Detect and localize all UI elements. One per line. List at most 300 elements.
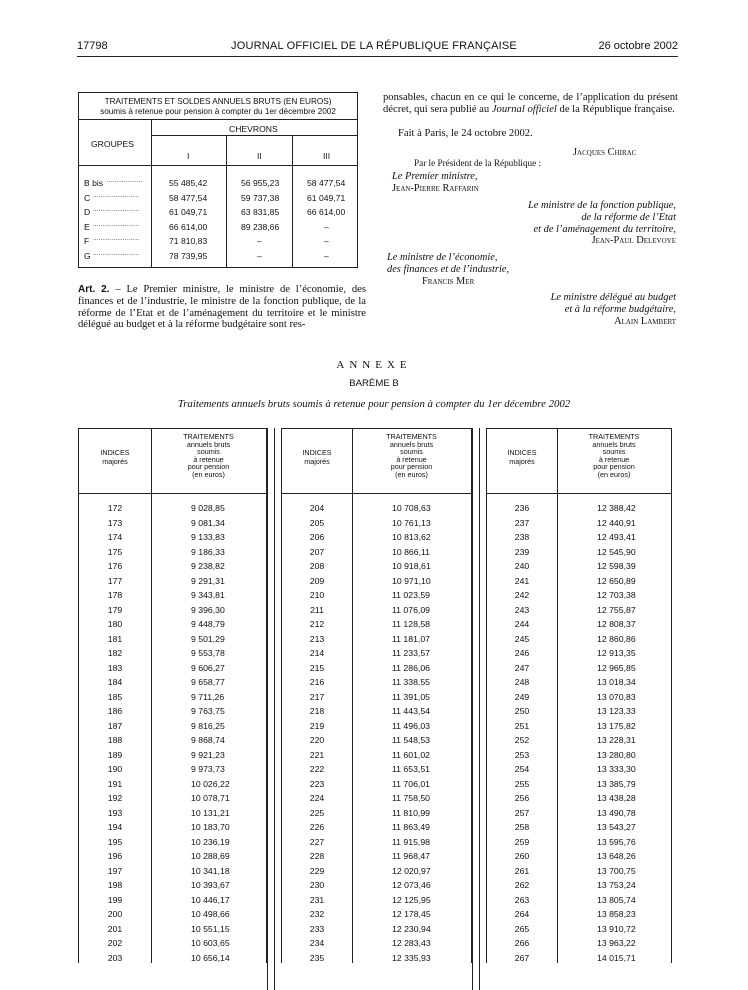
chevrons-header: CHEVRONS (229, 124, 278, 134)
table-row (79, 692, 266, 705)
table-row (79, 547, 266, 560)
indice-value: 216 (309, 677, 325, 687)
bareme-table-block (78, 428, 267, 963)
table-row (487, 503, 671, 516)
page-number: 17798 (77, 40, 108, 52)
traitement-value: 13 700,75 (597, 865, 636, 876)
traitement-value: 10 761,13 (392, 517, 431, 528)
traitement-value: 12 283,43 (392, 938, 431, 948)
header-line: TRAITEMENTS (588, 432, 640, 441)
chevrons-row (79, 222, 357, 234)
chevron-iii-value: – (324, 250, 329, 261)
indice-value: 174 (107, 532, 123, 542)
traitement-value: 11 810,99 (392, 807, 431, 818)
header-line: (en euros) (597, 469, 631, 479)
table-row (79, 953, 266, 966)
header-line: soumis (197, 447, 220, 457)
traitement-value: 12 755,87 (597, 604, 636, 615)
traitement-value: 12 913,35 (597, 648, 636, 658)
indice-value: 229 (309, 865, 325, 876)
indice-value: 239 (514, 546, 530, 557)
indice-value: 217 (309, 691, 325, 702)
table-row (282, 503, 471, 516)
traitement-value: 11 443,54 (392, 706, 431, 716)
table-row (487, 677, 671, 690)
indices-header (487, 449, 557, 466)
traitement-value: 13 910,72 (597, 923, 636, 934)
traitement-value: 10 393,67 (191, 880, 230, 890)
group-label: D (84, 207, 91, 217)
indice-value: 223 (309, 778, 325, 789)
traitement-value: 10 971,10 (392, 575, 431, 586)
table-row (487, 532, 671, 545)
indice-value: 202 (107, 938, 123, 948)
traitement-value: 11 968,47 (392, 851, 431, 861)
table-row (487, 590, 671, 603)
table-row (79, 880, 266, 893)
chevron-i-value: 58 477,54 (169, 192, 208, 203)
indice-value: 193 (107, 807, 123, 818)
table-row (487, 735, 671, 748)
traitement-value: 13 280,80 (597, 749, 636, 760)
indice-value: 246 (514, 648, 530, 658)
table-row (487, 634, 671, 647)
chevron-iii-value: 58 477,54 (307, 178, 346, 188)
table-row (282, 518, 471, 531)
traitement-value: 9 921,23 (191, 749, 225, 760)
leader-dots: ......................... (93, 236, 140, 242)
indice-value: 236 (514, 503, 530, 513)
table-row (487, 808, 671, 821)
table-row (79, 605, 266, 618)
traitements-header (352, 433, 471, 479)
groupes-header: GROUPES (91, 139, 134, 149)
annexe-title: ANNEXE (336, 359, 412, 371)
signature-president (573, 147, 636, 159)
indice-value: 249 (514, 691, 530, 702)
article-2 (78, 284, 366, 331)
chevrons-row (79, 178, 357, 190)
table-row (79, 576, 266, 589)
table-row (282, 779, 471, 792)
group-label: G (84, 250, 91, 261)
fp-name: Jean-Paul Delevoye (591, 235, 676, 247)
indice-value: 198 (107, 880, 123, 890)
traitement-value: 13 333,30 (597, 764, 636, 774)
traitement-value: 11 706,01 (392, 778, 431, 789)
table-row (79, 721, 266, 734)
journal-title: JOURNAL OFFICIEL DE LA RÉPUBLIQUE FRANÇAISE (231, 40, 517, 52)
traitement-value: 10 131,21 (191, 807, 230, 818)
bareme-table-block (486, 428, 672, 963)
article-2-label: Art. 2. (78, 284, 110, 295)
header-line: TRAITEMENTS (386, 432, 437, 441)
issue-date: 26 octobre 2002 (598, 40, 678, 52)
traitement-value: 13 385,79 (597, 778, 636, 789)
table-row (282, 648, 471, 661)
traitement-value: 9 186,33 (191, 546, 225, 557)
chevron-i-value: 66 614,00 (169, 221, 208, 232)
table-row (79, 779, 266, 792)
table-row (487, 779, 671, 792)
indice-value: 200 (107, 909, 123, 919)
header-line: soumis (400, 447, 423, 457)
indice-value: 263 (514, 894, 530, 905)
indices-header (282, 449, 352, 466)
group-label: C (84, 192, 91, 203)
header-line: majorés (509, 456, 535, 466)
table-row (282, 547, 471, 560)
leader-dots: ......................... (93, 221, 140, 228)
indice-value: 181 (107, 633, 123, 644)
indice-value: 237 (514, 517, 530, 528)
traitement-value: 13 753,24 (597, 880, 636, 890)
indices-header (79, 449, 151, 466)
table-row (282, 895, 471, 908)
indice-value: 231 (309, 894, 325, 905)
traitement-value: 9 343,81 (191, 590, 225, 600)
traitement-value: 10 656,14 (191, 952, 230, 963)
table-row (79, 924, 266, 937)
table-row (282, 822, 471, 835)
header-line: pour pension (390, 462, 433, 472)
header-line: TRAITEMENTS (183, 432, 234, 441)
indice-value: 190 (107, 764, 123, 774)
indice-value: 238 (514, 532, 530, 542)
table-row (487, 706, 671, 719)
table-row (282, 851, 471, 864)
decree-continuation (383, 92, 678, 116)
traitement-value: 12 073,46 (392, 880, 431, 890)
indice-value: 248 (514, 677, 530, 687)
chevrons-row (79, 207, 357, 219)
traitement-value: 11 233,57 (392, 648, 431, 658)
table-row (282, 880, 471, 893)
table-row (487, 866, 671, 879)
indice-value: 265 (514, 923, 530, 934)
table-row (282, 721, 471, 734)
par-president: Par le Président de la République : (414, 158, 542, 168)
table-row (79, 561, 266, 574)
traitement-value: 10 708,63 (392, 503, 431, 513)
table-row (79, 619, 266, 632)
indice-value: 178 (107, 590, 123, 600)
indice-value: 257 (514, 807, 530, 818)
header-line: pour pension (593, 462, 635, 472)
indice-value: 267 (514, 952, 530, 963)
table-row (79, 648, 266, 661)
indice-value: 253 (514, 749, 530, 760)
header-line: INDICES (100, 448, 130, 457)
indice-value: 196 (107, 851, 123, 861)
table-row (487, 576, 671, 589)
indice-value: 250 (514, 706, 530, 716)
signature-economie (387, 252, 509, 287)
indice-value: 210 (309, 590, 325, 600)
indice-value: 220 (309, 735, 325, 745)
table-row (282, 634, 471, 647)
table-row (487, 648, 671, 661)
traitement-value: 10 446,17 (191, 894, 230, 905)
indice-value: 251 (514, 720, 530, 731)
table-row (79, 866, 266, 879)
article-2-text: – Le Premier ministre, le ministre de l’économie, des finances et de l’industrie, le ministre de la fonction publique, de la réforme de l’Etat et de l’aménagement du territoire et le ministre délégué au budget et à la réforme budgétaire sont res- (78, 284, 366, 331)
header-line: INDICES (507, 448, 537, 457)
indice-value: 247 (514, 662, 530, 673)
header-line: à retenue (396, 454, 427, 464)
indice-value: 264 (514, 909, 530, 919)
indice-value: 185 (107, 691, 123, 702)
table-row (487, 880, 671, 893)
traitement-value: 11 286,06 (392, 662, 431, 673)
indice-value: 180 (107, 619, 123, 629)
traitement-value: 13 595,76 (597, 836, 636, 847)
indice-value: 233 (309, 923, 325, 934)
table-row (487, 793, 671, 806)
leader-dots: ......................... (93, 192, 140, 199)
table-row (282, 909, 471, 922)
signature-pm (392, 171, 479, 195)
table-row (79, 895, 266, 908)
header-line: majorés (102, 456, 128, 466)
signature-fonction-publique (528, 200, 676, 247)
traitements-header (151, 433, 266, 479)
indice-value: 213 (309, 633, 325, 644)
chevron-ii-value: 63 831,85 (241, 207, 280, 217)
indice-value: 176 (107, 561, 123, 571)
table-row (487, 851, 671, 864)
indice-value: 242 (514, 590, 530, 600)
table-row (282, 764, 471, 777)
traitement-value: 12 808,37 (597, 619, 636, 629)
indice-value: 173 (107, 517, 123, 528)
indice-value: 206 (309, 532, 325, 542)
table-row (282, 750, 471, 763)
chevron-col-ii: II (257, 151, 262, 161)
eco-title-2: des finances et de l’industrie, (387, 263, 510, 275)
table-row (487, 938, 671, 951)
indice-value: 256 (514, 793, 530, 803)
indice-value: 243 (514, 604, 530, 615)
divider (79, 165, 357, 166)
indice-value: 255 (514, 778, 530, 789)
traitement-value: 11 128,58 (392, 619, 431, 629)
indice-value: 226 (309, 822, 325, 832)
president-name: Jacques Chirac (573, 147, 637, 158)
traitement-value: 9 763,75 (191, 706, 225, 716)
traitement-value: 11 076,09 (392, 604, 431, 615)
table-row (79, 851, 266, 864)
chevron-iii-value: – (324, 221, 329, 232)
traitement-value: 9 606,27 (191, 662, 225, 673)
traitement-value: 12 335,93 (392, 952, 431, 963)
leader-dots: ......................... (93, 207, 140, 213)
chevrons-caption-line1: TRAITEMENTS ET SOLDES ANNUELS BRUTS (EN EUROS) (104, 97, 332, 106)
table-row (487, 750, 671, 763)
traitement-value: 9 816,25 (191, 720, 225, 731)
table-row (79, 808, 266, 821)
table-row (282, 938, 471, 951)
traitement-value: 13 805,74 (597, 894, 636, 905)
leader-dots: ................... (107, 178, 143, 184)
table-row (282, 706, 471, 719)
table-row (487, 721, 671, 734)
traitement-value: 11 863,49 (392, 822, 431, 832)
indice-value: 232 (309, 909, 325, 919)
column-gutter-rule (479, 428, 480, 990)
traitement-value: 9 973,73 (191, 764, 225, 774)
table-row (487, 663, 671, 676)
traitement-value: 9 658,77 (191, 677, 225, 687)
indice-value: 228 (309, 851, 325, 861)
pm-title: Le Premier ministre, (392, 171, 478, 182)
traitement-value: 10 288,69 (191, 851, 230, 861)
indice-value: 179 (107, 604, 123, 615)
indice-value: 227 (309, 836, 325, 847)
indice-value: 230 (309, 880, 325, 890)
group-label: E (84, 221, 90, 232)
traitement-value: 11 181,07 (392, 633, 431, 644)
table-row (487, 909, 671, 922)
header-line: (en euros) (192, 469, 225, 479)
fp-title-3: et de l’aménagement du territoire, (533, 223, 676, 235)
indice-value: 186 (107, 706, 123, 716)
traitement-value: 12 545,90 (597, 546, 636, 557)
traitement-value: 13 123,33 (597, 706, 636, 716)
traitement-value: 9 711,26 (191, 691, 225, 702)
header-rule (77, 56, 678, 57)
chevrons-caption-line2: soumis à retenue pour pension à compter du 1er décembre 2002 (100, 106, 336, 116)
traitement-value: 10 813,62 (392, 532, 431, 542)
traitement-value: 9 133,83 (191, 532, 225, 542)
eco-name: Francis Mer (422, 275, 475, 287)
traitement-value: 10 551,15 (191, 923, 230, 934)
table-row (282, 605, 471, 618)
chevrons-row (79, 236, 357, 248)
indice-value: 197 (107, 865, 123, 876)
indice-value: 214 (309, 648, 325, 658)
indice-value: 172 (107, 503, 123, 513)
traitement-value: 9 448,79 (191, 619, 225, 629)
indice-value: 211 (310, 604, 324, 615)
traitement-value: 11 601,02 (392, 749, 431, 760)
traitement-value: 12 650,89 (597, 575, 636, 586)
table-row (79, 532, 266, 545)
indice-value: 221 (309, 749, 325, 760)
indice-value: 218 (309, 706, 325, 716)
traitement-value: 10 341,18 (191, 865, 230, 876)
header-line: à retenue (193, 454, 224, 464)
chevron-ii-value: – (257, 236, 262, 246)
traitement-value: 12 125,95 (392, 894, 431, 905)
table-row (79, 518, 266, 531)
indice-value: 192 (107, 793, 123, 803)
header-line: majorés (304, 456, 330, 466)
traitement-value: 10 498,66 (191, 909, 230, 919)
table-row (79, 735, 266, 748)
traitement-value: 10 866,11 (392, 546, 431, 557)
traitement-value: 10 183,70 (191, 822, 230, 832)
traitement-value: 13 490,78 (597, 807, 636, 818)
table-row (79, 793, 266, 806)
table-row (487, 837, 671, 850)
table-row (282, 808, 471, 821)
header-line: soumis (602, 447, 626, 457)
traitement-value: 12 703,38 (597, 590, 636, 600)
table-row (282, 532, 471, 545)
table-row (487, 895, 671, 908)
traitement-value: 10 603,65 (191, 938, 230, 948)
chevrons-table-caption (79, 93, 357, 120)
chevron-iii-value: 61 049,71 (307, 192, 346, 203)
table-row (487, 822, 671, 835)
chevron-iii-value: – (324, 236, 329, 246)
traitement-value: 12 493,41 (597, 532, 636, 542)
chevron-ii-value: 56 955,23 (241, 178, 280, 188)
table-row (79, 503, 266, 516)
continuation-italic: Journal officiel (491, 103, 557, 115)
header-line: (en euros) (395, 469, 428, 479)
indice-value: 266 (514, 938, 530, 948)
table-row (487, 692, 671, 705)
chevron-ii-value: – (257, 250, 262, 261)
table-row (282, 576, 471, 589)
traitement-value: 11 391,05 (392, 691, 431, 702)
chevrons-table (78, 92, 358, 268)
table-row (487, 547, 671, 560)
table-row (487, 619, 671, 632)
continuation-text: ponsables, chacun en ce qui le concerne, de l’application du présent décret, qui sera publié au (383, 92, 678, 115)
done-at: Fait à Paris, le 24 octobre 2002. (398, 128, 533, 139)
indice-value: 245 (514, 633, 530, 644)
bud-title-2: et à la réforme budgétaire, (564, 303, 676, 315)
traitement-value: 10 918,61 (392, 561, 431, 571)
indice-value: 234 (309, 938, 325, 948)
header-line: à retenue (598, 454, 630, 464)
chevron-i-value: 78 739,95 (169, 250, 208, 261)
indice-value: 204 (309, 503, 325, 513)
indice-value: 177 (107, 575, 123, 586)
table-row (282, 619, 471, 632)
signature-budget (551, 292, 676, 327)
chevrons-row (79, 193, 357, 205)
bareme-table-block (281, 428, 472, 963)
traitement-value: 12 598,39 (597, 561, 636, 571)
traitement-value: 9 553,78 (191, 648, 225, 658)
table-row (79, 634, 266, 647)
eco-title-1: Le ministre de l’économie, (387, 252, 498, 263)
fp-title-1: Le ministre de la fonction publique, (528, 200, 676, 211)
indice-value: 182 (107, 648, 123, 658)
indice-value: 184 (107, 677, 123, 687)
traitement-value: 13 070,83 (597, 691, 636, 702)
traitement-value: 11 548,53 (392, 735, 431, 745)
header-line: annuels bruts (186, 439, 231, 449)
leader-dots: ......................... (93, 250, 140, 257)
divider (151, 135, 357, 136)
traitement-value: 13 963,22 (597, 938, 636, 948)
table-row (282, 866, 471, 879)
chevrons-row (79, 251, 357, 263)
indice-value: 191 (107, 778, 123, 789)
table-row (79, 706, 266, 719)
traitement-value: 12 860,86 (597, 633, 636, 644)
indice-value: 261 (514, 865, 530, 876)
table-row (487, 953, 671, 966)
indice-value: 262 (514, 880, 530, 890)
indice-value: 201 (107, 923, 123, 934)
chevron-i-value: 55 485,42 (169, 178, 208, 188)
